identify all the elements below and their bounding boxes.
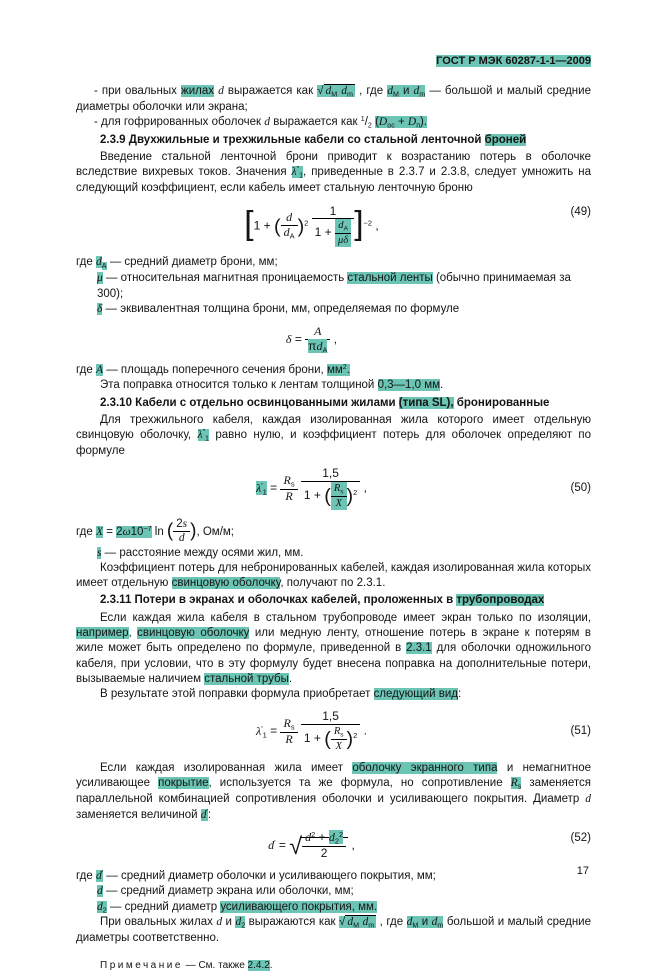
paragraph-oval-cores-2: При овальных жилах d и $d_2$ выражаются как √ $d_M$ $d_m$ , где $d_M$ и $d_m$ большой и малый средние диаметры соответственно.	[76, 916, 591, 945]
formula-50	[76, 467, 591, 510]
paragraph-unarmoured: Коэффициент потерь для небронированных кабелей, каждая изолированная жила которых имеет отдельную свинцовую оболочку, получают по 2.3.1.	[76, 561, 591, 590]
definition-d-prime: где d′ — средний диаметр оболочки и усиливающего покрытия, мм;	[76, 869, 436, 882]
paragraph-sl-cables: Для трехжильного кабеля, каждая изолированная жила которого имеет отдельную свинцовую оболочку, $\lambda''_1$ равно нулю, и коэффициент потерь для оболочек определяют по формуле	[76, 413, 591, 458]
paragraph-steel-tape-intro: Введение стальной ленточной брони приводит к возрастанию потерь в оболочке вследствие вихревых токов. Значения $\lambda''_1$, приведенные в 2.3.7 и 2.3.8, следует умножить на следующий коэффициент, если кабель имеет стальную ленточную броню	[76, 151, 591, 195]
formula-49	[76, 205, 591, 248]
definition-da: где $d_A$ — средний диаметр брони, мм;	[76, 256, 278, 270]
standard-designation: ГОСТ Р МЭК 60287-1-1—2009	[436, 55, 591, 67]
page-number: 17	[576, 865, 589, 877]
definition-s: s — расстояние между осями жил, мм.	[97, 546, 304, 559]
formula-51-body: $\lambda'_1$ = $\frac{R_s}{R}$ 1,5 1 + ( $\frac{R_s}{X}$ )$^2$ .	[256, 709, 367, 753]
formula-52-body: d′ = √ $\frac{d^2 + d_2^2}{2}$ ,	[268, 829, 355, 861]
formula-delta-body: δ = $\frac{A}{\pi d_A}$ ,	[285, 324, 338, 355]
definition-a: где A — площадь поперечного сечения брони, $мм^2$.	[76, 363, 350, 377]
formula-52-number: (52)	[570, 831, 591, 844]
section-heading-2-3-9: 2.3.9 Двухжильные и трехжильные кабели со стальной ленточной броней	[100, 133, 527, 146]
definition-delta: δ — эквивалентная толщина брони, мм, определяемая по формуле	[97, 302, 460, 315]
formula-49-body: [1 + ( $\frac{d}{d_A}$ )$^2$ 1 1 + $\frac{d_A}{\mu\delta}$ ]$^{-2}$ ,	[244, 203, 379, 247]
definition-d: d — средний диаметр экрана или оболочки, мм;	[97, 885, 354, 898]
definition-x: где $X = 2\omega 10^{-7}$ ln ( $\frac{2s}{d}$ ), Ом/м;	[76, 518, 235, 545]
formula-51-number: (51)	[570, 725, 591, 738]
definition-d2: $d_2$ — средний диаметр усиливающего покрытия, мм.	[97, 900, 378, 915]
paragraph-pipe-type: Если каждая жила кабеля в стальном трубопроводе имеет экран только по изоляции, например, свинцовую оболочку или медную ленту, отношение потерь в экране к потерям в жиле может быть определено по формуле, приведенной в 2.3.1 для оболочки одножильного кабеля, при условии, что в эту формулу будет внесена поправка на дополнительные потери, вызываемые наличием стальной трубы.	[76, 611, 591, 685]
paragraph-reinforcement: Если каждая изолированная жила имеет оболочку экранного типа и немагнитное усиливающее покрытие, используется та же формула, но сопротивление $R_s$ заменяется параллельной комбинацией сопротивления оболочки и усиливающего покрытия. Диаметр d заменяется величиной d′:	[76, 762, 591, 821]
paragraph-oval-cores: - при овальных жилах d выражается как √ $d_M$ $d_m$ , где $d_M$ и $d_m$ — большой и малый средние диаметры оболочки или экрана;	[76, 84, 591, 113]
paragraph-correction-range: Эта поправка относится только к лентам толщиной 0,3—1,0 мм.	[100, 379, 444, 392]
formula-51	[76, 710, 591, 753]
formula-delta	[76, 325, 591, 355]
document-header	[76, 54, 591, 69]
definition-mu: μ — относительная магнитная проницаемость стальной ленты (обычно принимаемая за 300);	[97, 272, 571, 300]
formula-49-number: (49)	[570, 205, 591, 218]
paragraph-result-intro: В результате этой поправки формула приобретает следующий вид:	[100, 688, 462, 701]
formula-52	[76, 831, 591, 861]
section-heading-2-3-10: 2.3.10 Кабели с отдельно освинцованными жилами (типа SL), бронированные	[100, 396, 550, 409]
paragraph-corrugated-sheaths: - для гофрированных оболочек d выражается как $^1/_2$ $(D_{ос} + D_п)$.	[94, 114, 428, 130]
section-heading-2-3-11: 2.3.11 Потери в экранах и оболочках кабелей, проложенных в трубопроводах	[100, 594, 545, 607]
note: Примечание — См. также 2.4.2.	[100, 959, 273, 971]
formula-50-number: (50)	[570, 482, 591, 495]
formula-50-body: $\lambda'_1$ = $\frac{R_s}{R}$ 1,5 1 + ( $\frac{R_s}{X}$ )$^2$ ,	[256, 466, 367, 510]
